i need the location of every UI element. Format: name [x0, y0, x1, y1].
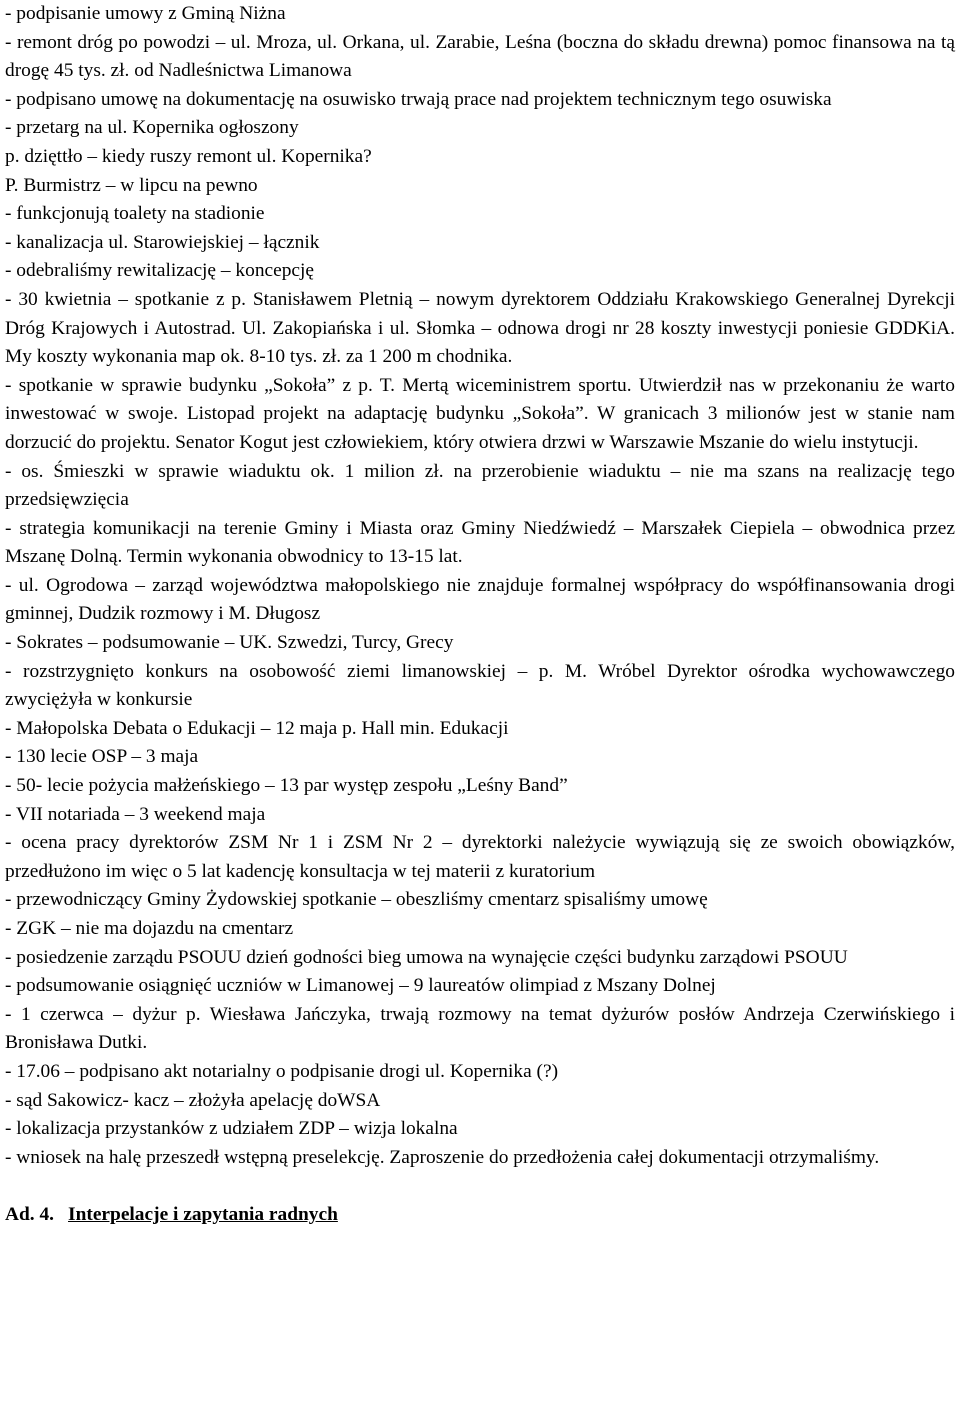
paragraph: P. Burmistrz – w lipcu na pewno	[5, 174, 258, 196]
paragraph: - posiedzenie zarządu PSOUU dzień godności bieg umowa na wynajęcie części budynku zarządowi PSOUU	[5, 946, 848, 968]
paragraph: - ocena pracy dyrektorów ZSM Nr 1 i ZSM Nr 2 – dyrektorki należycie wywiązują się ze swoich obowiązków, przedłużono im więc o 5 lat kadencję konsultacja w tej materii z kuratorium	[5, 832, 955, 882]
paragraph: - Sokrates – podsumowanie – UK. Szwedzi, Turcy, Grecy	[5, 632, 454, 654]
document-page	[5, 0, 955, 1230]
paragraph: - 130 lecie OSP – 3 maja	[5, 746, 199, 768]
paragraph: - os. Śmieszki w sprawie wiaduktu ok. 1 milion zł. na przerobienie wiaduktu – nie ma szans na realizację tego przedsięwzięcia	[5, 460, 955, 511]
paragraph: - remont dróg po powodzi – ul. Mroza, ul. Orkana, ul. Zarabie, Leśna (boczna do składu drewna) pomoc finansowa na tą drogę 45 tys. zł. od Nadleśnictwa Limanowa	[5, 31, 955, 82]
paragraph: - 30 kwietnia – spotkanie z p. Stanisławem Pletnią – nowym dyrektorem Oddziału Krakowskiego Generalnej Dyrekcji Dróg Krajowych i Autostrad. Ul. Zakopiańska i ul. Słomka – odnowa drogi nr 28 koszty inwestycji poniesie GDDKiA. My koszty wykonania map ok. 8-10 tys. zł. za 1 200 m chodnika.	[5, 288, 955, 368]
paragraph: - sąd Sakowicz- kacz – złożyła apelację doWSA	[5, 1089, 381, 1111]
paragraph: - spotkanie w sprawie budynku „Sokoła” z p. T. Mertą wiceministrem sportu. Utwierdził nas w przekonaniu że warto inwestować w swoje. Listopad projekt na adaptację budynku „Sokoła”. W granicach 3 milionów jest w stanie nam dorzucić do projektu. Senator Kogut jest człowiekiem, który otwiera drzwi w Warszawie Mszanie do wielu instytucji.	[5, 374, 955, 453]
section-heading	[5, 1201, 955, 1230]
blank-line	[5, 1172, 955, 1201]
paragraph: - podpisanie umowy z Gminą Niżna	[5, 3, 286, 24]
paragraph: - Małopolska Debata o Edukacji – 12 maja p. Hall min. Edukacji	[5, 717, 509, 739]
paragraph: - przewodniczący Gminy Żydowskiej spotkanie – obeszliśmy cmentarz spisaliśmy umowę	[5, 889, 708, 911]
paragraph: - 50- lecie pożycia małżeńskiego – 13 par występ zespołu „Leśny Band”	[5, 775, 568, 797]
paragraph: - kanalizacja ul. Starowiejskiej – łącznik	[5, 231, 320, 253]
paragraph: - przetarg na ul. Kopernika ogłoszony	[5, 117, 299, 139]
paragraph: - ul. Ogrodowa – zarząd województwa małopolskiego nie znajduje formalnej współpracy do współfinansowania drogi gminnej, Dudzik rozmowy i M. Długosz	[5, 574, 955, 625]
paragraph: - odebraliśmy rewitalizację – koncepcję	[5, 260, 315, 282]
paragraph: - 17.06 – podpisano akt notarialny o podpisanie drogi ul. Kopernika (?)	[5, 1060, 559, 1082]
paragraph: - podpisano umowę na dokumentację na osuwisko trwają prace nad projektem technicznym tego osuwiska	[5, 88, 832, 110]
paragraph: - VII notariada – 3 weekend maja	[5, 803, 266, 825]
section-number: Ad. 4.	[5, 1204, 55, 1226]
paragraph: - wniosek na halę przeszedł wstępną preselekcję. Zaproszenie do przedłożenia całej dokumentacji otrzymaliśmy.	[5, 1146, 880, 1168]
paragraph: - 1 czerwca – dyżur p. Wiesława Jańczyka, trwają rozmowy na temat dyżurów posłów Andrzeja Czerwińskiego i Bronisława Dutki.	[5, 1003, 955, 1054]
paragraph: p. dzięttło – kiedy ruszy remont ul. Kopernika?	[5, 145, 372, 167]
paragraph: - lokalizacja przystanków z udziałem ZDP – wizja lokalna	[5, 1118, 458, 1140]
paragraph: - funkcjonują toalety na stadionie	[5, 203, 265, 225]
paragraph: - rozstrzygnięto konkurs na osobowość ziemi limanowskiej – p. M. Wróbel Dyrektor ośrodka wychowawczego zwyciężyła w konkursie	[5, 660, 955, 711]
section-title: Interpelacje i zapytania radnych	[68, 1204, 338, 1226]
paragraph: - strategia komunikacji na terenie Gminy i Miasta oraz Gminy Niedźwiedź – Marszałek Ciepiela – obwodnica przez Mszanę Dolną. Termin wykonania obwodnicy to 13-15 lat.	[5, 517, 955, 568]
paragraph: - podsumowanie osiągnięć uczniów w Limanowej – 9 laureatów olimpiad z Mszany Dolnej	[5, 975, 716, 997]
paragraph: - ZGK – nie ma dojazdu na cmentarz	[5, 918, 294, 939]
